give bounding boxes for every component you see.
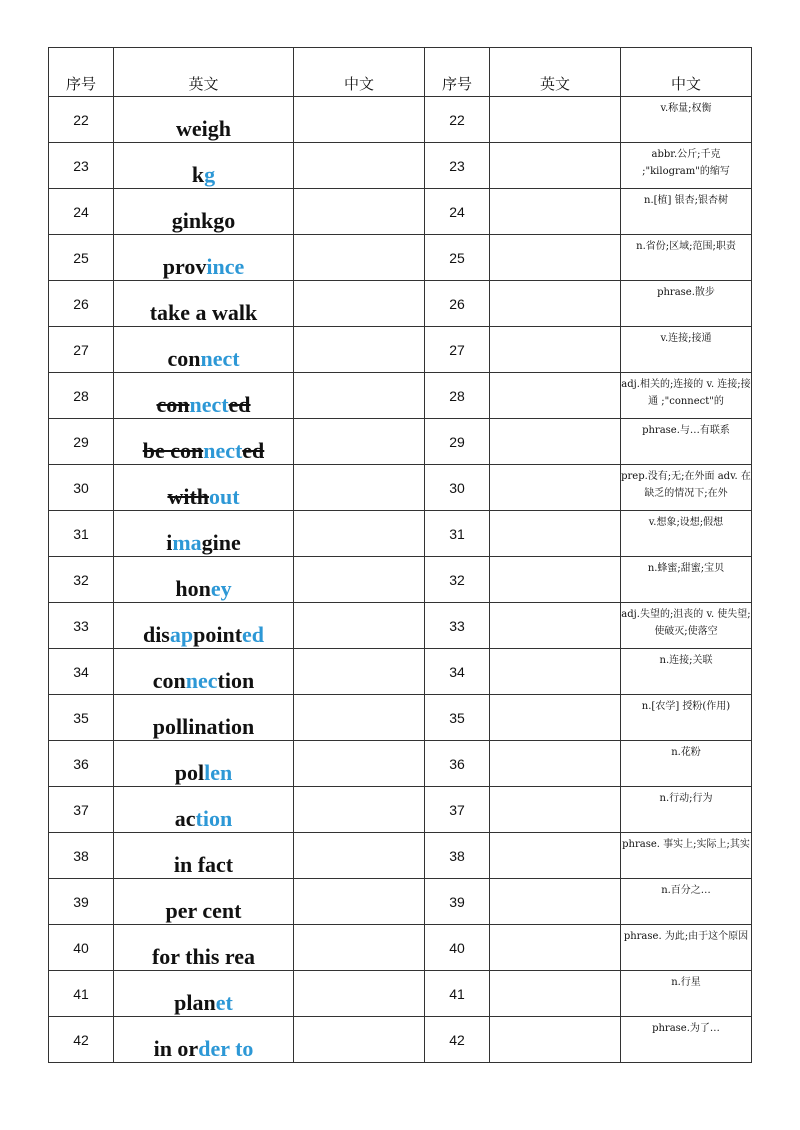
english-word-cell [114, 419, 294, 465]
chinese-meaning: phrase.为了… [652, 1022, 720, 1034]
left-number-cell: 22 [49, 97, 114, 143]
left-chinese-blank-cell [294, 787, 425, 833]
english-word [192, 162, 215, 188]
english-word [152, 944, 255, 970]
table-row [49, 1017, 752, 1063]
left-number-cell: 36 [49, 741, 114, 787]
word-segment: et [215, 989, 233, 1015]
word-segment: i [166, 529, 173, 555]
english-word [166, 530, 241, 556]
chinese-meaning: n.行动;行为 [659, 792, 713, 804]
english-word [174, 852, 233, 878]
chinese-meaning-cell [621, 143, 752, 189]
word-segment: len [204, 759, 233, 785]
left-number-cell: 40 [49, 925, 114, 971]
table-row [49, 971, 752, 1017]
right-english-blank-cell [490, 879, 621, 925]
right-number-cell: 36 [425, 741, 490, 787]
right-number-cell: 24 [425, 189, 490, 235]
left-chinese-blank-cell [294, 419, 425, 465]
left-number-cell: 33 [49, 603, 114, 649]
word-segment: pol [174, 759, 205, 785]
header-right-chinese: 中文 [621, 48, 752, 97]
word-segment: hon [175, 575, 211, 601]
english-word-cell [114, 649, 294, 695]
right-english-blank-cell [490, 925, 621, 971]
table-row [49, 879, 752, 925]
left-chinese-blank-cell [294, 143, 425, 189]
chinese-meaning-cell [621, 603, 752, 649]
word-segment: con [152, 667, 186, 693]
word-segment: plan [174, 989, 216, 1015]
right-number-cell: 32 [425, 557, 490, 603]
chinese-meaning: adj.失望的;沮丧的 v. 使失望;使破灭;使落空 [621, 608, 751, 637]
table-row [49, 511, 752, 557]
word-segment: per cent [165, 897, 242, 923]
right-english-blank-cell [490, 741, 621, 787]
table-row [49, 741, 752, 787]
right-english-blank-cell [490, 419, 621, 465]
english-word [153, 668, 254, 694]
header-right-english: 英文 [490, 48, 621, 97]
english-word-cell [114, 465, 294, 511]
left-number-cell: 30 [49, 465, 114, 511]
chinese-meaning-cell [621, 695, 752, 741]
table-row [49, 925, 752, 971]
left-chinese-blank-cell [294, 925, 425, 971]
chinese-meaning: v.称量;权衡 [660, 102, 712, 114]
english-word-cell [114, 327, 294, 373]
word-segment: in fact [173, 851, 234, 877]
word-segment: weigh [176, 115, 231, 141]
right-number-cell: 23 [425, 143, 490, 189]
left-chinese-blank-cell [294, 741, 425, 787]
right-number-cell: 26 [425, 281, 490, 327]
right-english-blank-cell [490, 695, 621, 741]
english-word [153, 714, 254, 740]
word-segment: g [204, 161, 216, 187]
right-number-cell: 31 [425, 511, 490, 557]
right-english-blank-cell [490, 1017, 621, 1063]
english-word-cell [114, 97, 294, 143]
english-word-cell [114, 373, 294, 419]
right-number-cell: 37 [425, 787, 490, 833]
left-chinese-blank-cell [294, 833, 425, 879]
chinese-meaning: v.连接;接通 [660, 332, 712, 344]
right-english-blank-cell [490, 557, 621, 603]
left-chinese-blank-cell [294, 465, 425, 511]
vocabulary-table [48, 47, 752, 1063]
word-segment: ac [174, 805, 196, 831]
word-segment: pollination [152, 713, 255, 739]
chinese-meaning: phrase. 事实上;实际上;其实 [622, 838, 750, 850]
chinese-meaning-cell [621, 741, 752, 787]
english-word [175, 760, 232, 786]
right-number-cell: 35 [425, 695, 490, 741]
word-segment: be con [142, 437, 204, 463]
right-number-cell: 34 [425, 649, 490, 695]
english-word [166, 898, 242, 924]
chinese-meaning-cell [621, 557, 752, 603]
left-chinese-blank-cell [294, 373, 425, 419]
table-row [49, 465, 752, 511]
left-number-cell: 26 [49, 281, 114, 327]
english-word-cell [114, 971, 294, 1017]
header-left-english: 英文 [114, 48, 294, 97]
chinese-meaning: n.花粉 [671, 746, 701, 758]
chinese-meaning: adj.相关的;连接的 v. 连接;接通 ;"connect"的 [621, 378, 751, 407]
left-chinese-blank-cell [294, 1017, 425, 1063]
left-chinese-blank-cell [294, 327, 425, 373]
chinese-meaning: v.想象;设想;假想 [648, 516, 724, 528]
right-number-cell: 30 [425, 465, 490, 511]
table-row [49, 557, 752, 603]
table-row [49, 695, 752, 741]
right-english-blank-cell [490, 971, 621, 1017]
english-word-cell [114, 603, 294, 649]
word-segment: out [209, 483, 240, 509]
chinese-meaning: prep.没有;无;在外面 adv. 在缺乏的情况下;在外 [621, 470, 751, 499]
word-segment: nec [185, 667, 218, 693]
word-segment: ginkgo [171, 207, 236, 233]
word-segment: tion [217, 667, 255, 693]
right-number-cell: 33 [425, 603, 490, 649]
word-segment: point [193, 621, 243, 647]
table-row [49, 649, 752, 695]
left-number-cell: 34 [49, 649, 114, 695]
header-left-number: 序号 [49, 48, 114, 97]
english-word-cell [114, 557, 294, 603]
left-number-cell: 41 [49, 971, 114, 1017]
english-word [175, 806, 232, 832]
word-segment: with [167, 483, 209, 509]
english-word-cell [114, 1017, 294, 1063]
table-row [49, 787, 752, 833]
right-number-cell: 39 [425, 879, 490, 925]
chinese-meaning: n.[植] 银杏;银杏树 [644, 194, 728, 206]
left-chinese-blank-cell [294, 557, 425, 603]
chinese-meaning: phrase. 为此;由于这个原因 [623, 930, 749, 942]
word-segment: gine [201, 529, 241, 555]
word-segment: der to [198, 1035, 254, 1061]
english-word [174, 990, 233, 1016]
english-word-cell [114, 879, 294, 925]
english-word [167, 484, 239, 510]
english-word-cell [114, 143, 294, 189]
chinese-meaning: n.行星 [671, 976, 701, 988]
left-number-cell: 32 [49, 557, 114, 603]
left-number-cell: 31 [49, 511, 114, 557]
english-word-cell [114, 235, 294, 281]
right-english-blank-cell [490, 649, 621, 695]
left-chinese-blank-cell [294, 97, 425, 143]
left-number-cell: 42 [49, 1017, 114, 1063]
left-number-cell: 23 [49, 143, 114, 189]
word-segment: in or [153, 1035, 199, 1061]
english-word [176, 116, 231, 142]
right-number-cell: 28 [425, 373, 490, 419]
chinese-meaning-cell [621, 925, 752, 971]
right-english-blank-cell [490, 373, 621, 419]
english-word-cell [114, 925, 294, 971]
right-number-cell: 29 [425, 419, 490, 465]
word-segment: ince [206, 253, 245, 279]
word-segment: dis [142, 621, 170, 647]
word-segment: for this rea [151, 943, 256, 969]
right-english-blank-cell [490, 327, 621, 373]
chinese-meaning-cell [621, 373, 752, 419]
word-segment: tion [195, 805, 233, 831]
chinese-meaning: n.[农学] 授粉(作用) [641, 700, 731, 712]
word-segment: ma [172, 529, 202, 555]
right-number-cell: 40 [425, 925, 490, 971]
left-number-cell: 37 [49, 787, 114, 833]
right-number-cell: 25 [425, 235, 490, 281]
chinese-meaning: phrase.散步 [657, 286, 715, 298]
chinese-meaning-cell [621, 97, 752, 143]
right-english-blank-cell [490, 281, 621, 327]
left-chinese-blank-cell [294, 695, 425, 741]
word-segment: prov [162, 253, 207, 279]
english-word-cell [114, 189, 294, 235]
right-english-blank-cell [490, 189, 621, 235]
english-word-cell [114, 511, 294, 557]
right-number-cell: 38 [425, 833, 490, 879]
chinese-meaning-cell [621, 511, 752, 557]
left-chinese-blank-cell [294, 235, 425, 281]
chinese-meaning-cell [621, 649, 752, 695]
chinese-meaning-cell [621, 281, 752, 327]
right-number-cell: 27 [425, 327, 490, 373]
english-word [156, 392, 250, 418]
chinese-meaning-cell [621, 879, 752, 925]
chinese-meaning-cell [621, 189, 752, 235]
english-word [143, 622, 264, 648]
english-word-cell [114, 741, 294, 787]
english-word-cell [114, 281, 294, 327]
chinese-meaning: n.连接;关联 [659, 654, 713, 666]
word-segment: ey [210, 575, 232, 601]
english-word [175, 576, 231, 602]
chinese-meaning-cell [621, 787, 752, 833]
left-chinese-blank-cell [294, 971, 425, 1017]
english-word-cell [114, 695, 294, 741]
left-chinese-blank-cell [294, 603, 425, 649]
header-row [49, 48, 752, 97]
table-row [49, 603, 752, 649]
english-word [167, 346, 239, 372]
left-number-cell: 39 [49, 879, 114, 925]
table-row [49, 189, 752, 235]
right-english-blank-cell [490, 143, 621, 189]
right-english-blank-cell [490, 603, 621, 649]
word-segment: nect [203, 437, 243, 463]
left-number-cell: 27 [49, 327, 114, 373]
word-segment: con [156, 391, 190, 417]
table-row [49, 419, 752, 465]
chinese-meaning-cell [621, 235, 752, 281]
word-segment: ed [228, 391, 251, 417]
english-word [172, 208, 236, 234]
left-number-cell: 38 [49, 833, 114, 879]
english-word-cell [114, 833, 294, 879]
right-number-cell: 42 [425, 1017, 490, 1063]
english-word [163, 254, 245, 280]
left-number-cell: 29 [49, 419, 114, 465]
table-row [49, 97, 752, 143]
table-row [49, 327, 752, 373]
left-chinese-blank-cell [294, 879, 425, 925]
table-row [49, 235, 752, 281]
right-english-blank-cell [490, 787, 621, 833]
english-word [154, 1036, 254, 1062]
chinese-meaning-cell [621, 971, 752, 1017]
right-english-blank-cell [490, 465, 621, 511]
left-chinese-blank-cell [294, 649, 425, 695]
left-number-cell: 24 [49, 189, 114, 235]
right-number-cell: 22 [425, 97, 490, 143]
chinese-meaning-cell [621, 1017, 752, 1063]
word-segment: nect [200, 345, 240, 371]
chinese-meaning-cell [621, 327, 752, 373]
header-left-chinese: 中文 [294, 48, 425, 97]
table-row [49, 833, 752, 879]
right-english-blank-cell [490, 833, 621, 879]
right-english-blank-cell [490, 97, 621, 143]
left-chinese-blank-cell [294, 189, 425, 235]
chinese-meaning: abbr.公斤;千克 ;"kilogram"的缩写 [642, 148, 730, 177]
word-segment: con [167, 345, 201, 371]
table-row [49, 143, 752, 189]
word-segment: take a walk [149, 299, 258, 325]
english-word-cell [114, 787, 294, 833]
english-word [143, 438, 265, 464]
chinese-meaning: n.省份;区域;范围;职责 [636, 240, 736, 252]
chinese-meaning-cell [621, 419, 752, 465]
chinese-meaning: n.蜂蜜;甜蜜;宝贝 [647, 562, 725, 574]
left-chinese-blank-cell [294, 281, 425, 327]
chinese-meaning: n.百分之… [661, 884, 711, 896]
word-segment: ed [242, 437, 265, 463]
english-word [150, 300, 258, 326]
word-segment: ed [242, 621, 265, 647]
left-number-cell: 28 [49, 373, 114, 419]
word-segment: nect [189, 391, 229, 417]
chinese-meaning-cell [621, 833, 752, 879]
header-right-number: 序号 [425, 48, 490, 97]
right-number-cell: 41 [425, 971, 490, 1017]
word-segment: k [191, 161, 205, 187]
word-segment: ap [169, 621, 194, 647]
left-chinese-blank-cell [294, 511, 425, 557]
right-english-blank-cell [490, 235, 621, 281]
chinese-meaning: phrase.与…有联系 [642, 424, 730, 436]
chinese-meaning-cell [621, 465, 752, 511]
left-number-cell: 35 [49, 695, 114, 741]
right-english-blank-cell [490, 511, 621, 557]
table-row [49, 373, 752, 419]
left-number-cell: 25 [49, 235, 114, 281]
table-row [49, 281, 752, 327]
